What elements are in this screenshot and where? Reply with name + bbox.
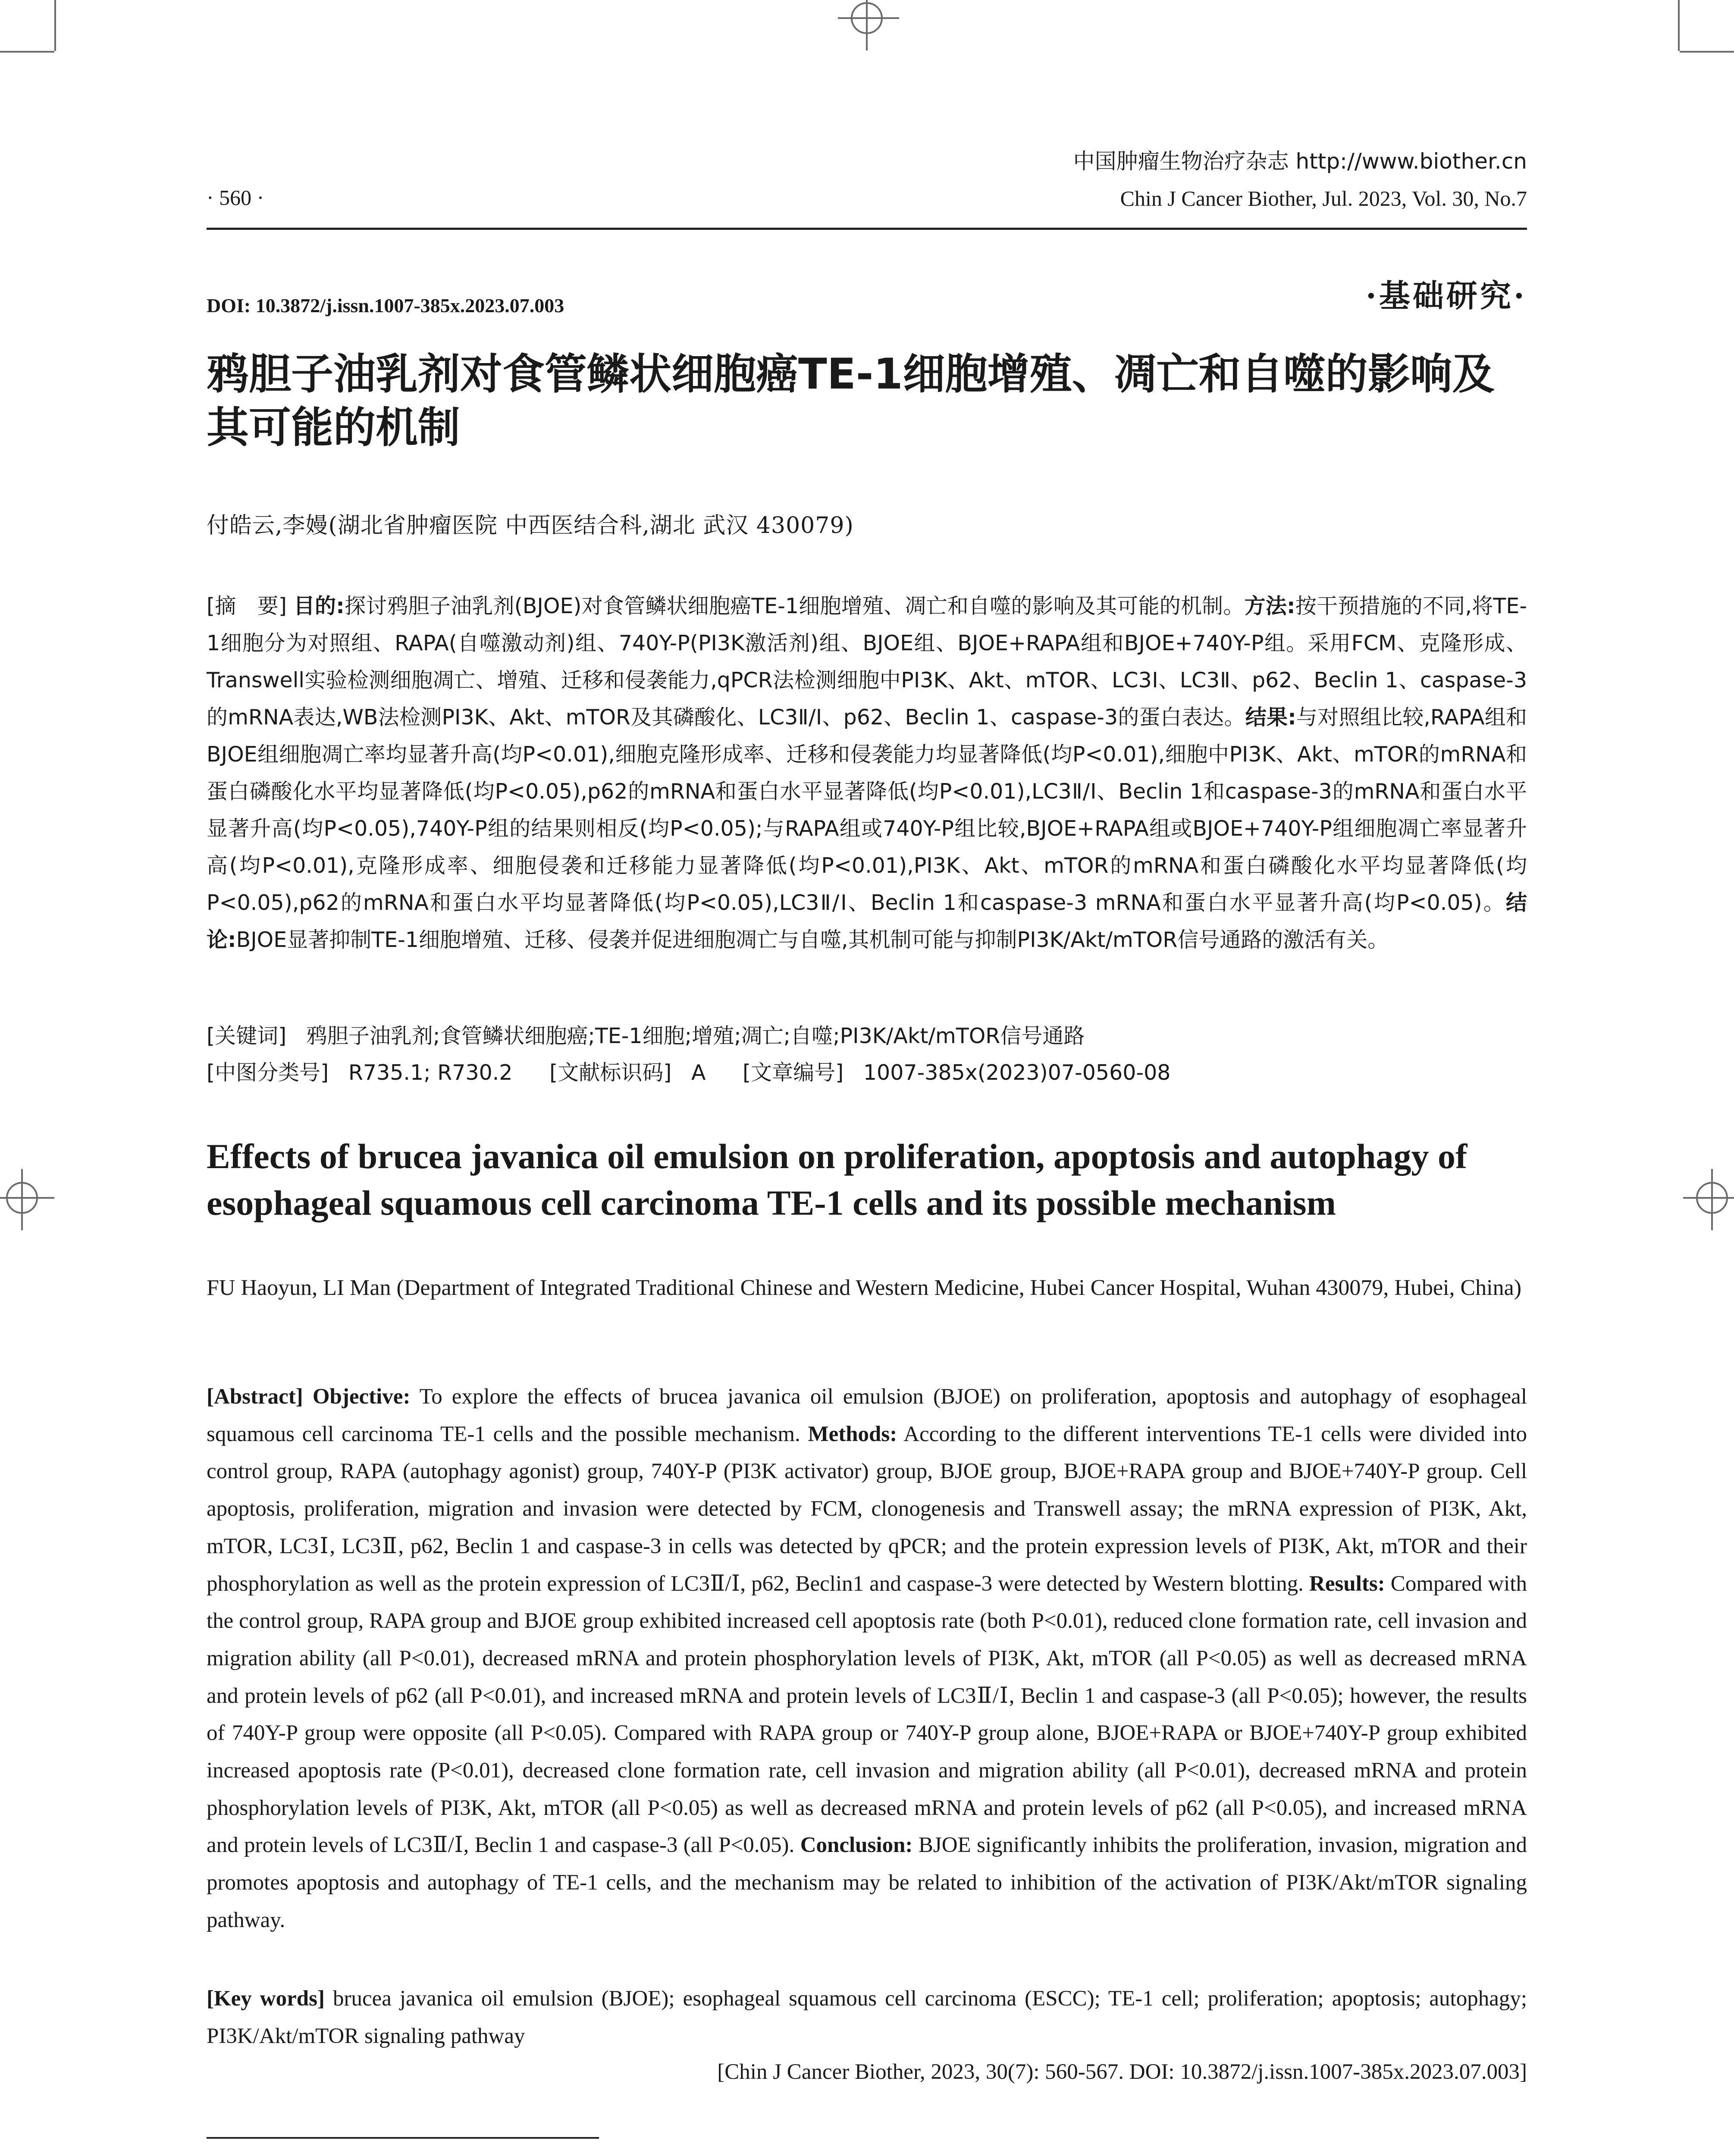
objective-en: To explore the effects of brucea javanica oil emulsion (BJOE) on proliferation, apoptosis and autophagy of esophageal squamous cell carcinoma TE-1 cells and the possible mechanism. [207, 1385, 1527, 1446]
journal-name-en: Chin J Cancer Biother, Jul. 2023, Vol. 30, No.7 [1120, 186, 1527, 210]
registration-mark-icon [1696, 1182, 1728, 1214]
conclusion-en: BJOE significantly inhibits the proliferation, invasion, migration and promotes apoptosis and autophagy of TE-1 cells, and the mechanism may be related to inhibition of the activation of PI3K/Akt/mTOR signaling pathway. [207, 1833, 1527, 1932]
doi: DOI: 10.3872/j.issn.1007-385x.2023.07.003 [207, 295, 564, 317]
article-no-value: 1007-385x(2023)07-0560-08 [863, 1060, 1171, 1085]
conclusion-label-cn: 结论: [207, 890, 1527, 952]
footnote-funding [207, 2154, 1279, 2156]
conclusion-cn: BJOE显著抑制TE-1细胞增殖、迁移、侵袭并促进细胞凋亡与自噬,其机制可能与抑制PI3K/Akt/mTOR信号通路的激活有关。 [236, 928, 1389, 952]
doc-code-value: A [691, 1060, 706, 1085]
footnote-rule [207, 2137, 599, 2139]
doc-code-label: [文献标识码] [549, 1060, 672, 1085]
keywords-en-label: [Key words] [207, 1987, 325, 2011]
results-cn: 与对照组比较,RAPA组和BJOE组细胞凋亡率均显著升高(均P<0.01),细胞克隆形成率、迁移和侵袭能力均显著降低(均P<0.01),细胞中PI3K、Akt、mTOR的mRNA和蛋白磷酸化水平均显著降低(均P<0.05),p62的mRNA和蛋白水平显著降低(均P<0.01),LC3Ⅱ/Ⅰ、Beclin 1和caspase-3的mRNA和蛋白水平显著升高(均P<0.05),740Y-P组的结果则相反(均P<0.05);与RAPA组或740Y-P组比较,BJOE+RAPA组或BJOE+740Y-P组细胞凋亡率显著升高(均P<0.01),克隆形成率、细胞侵袭和迁移能力显著降低(均P<0.01),PI3K、Akt、mTOR的mRNA和蛋白磷酸化水平均显著降低(均P<0.05),p62的mRNA和蛋白水平均显著降低(均P<0.05),LC3Ⅱ/Ⅰ、Beclin 1和caspase-3 mRNA和蛋白水平显著升高(均P<0.05)。 [207, 705, 1527, 915]
footnotes [207, 2154, 1279, 2156]
keywords-cn-text: 鸦胆子油乳剂;食管鳞状细胞癌;TE-1细胞;增殖;凋亡;自噬;PI3K/Akt/mTOR信号通路 [306, 1024, 1085, 1048]
methods-label-cn: 方法: [1244, 594, 1295, 618]
results-label-cn: 结果: [1245, 705, 1296, 730]
authors-cn: 付皓云,李嫚(湖北省肿瘤医院 中西医结合科,湖北 武汉 430079) [207, 513, 854, 539]
registration-mark-icon [6, 1182, 38, 1214]
footnote-tag [207, 2154, 336, 2156]
header-rule [207, 228, 1527, 230]
crop-mark [54, 0, 56, 51]
keywords-en-text: brucea javanica oil emulsion (BJOE); esophageal squamous cell carcinoma (ESCC); TE-1 cell; proliferation; apoptosis; autophagy; PI3K/Akt/mTOR signaling pathway [207, 1987, 1527, 2048]
authors-en: FU Haoyun, LI Man (Department of Integrated Traditional Chinese and Western Medicine, Hubei Cancer Hospital, Wuhan 430079, Hubei, China) [207, 1275, 1522, 1300]
objective-cn: 探讨鸦胆子油乳剂(BJOE)对食管鳞状细胞癌TE-1细胞增殖、凋亡和自噬的影响及其可能的机制。 [344, 594, 1245, 618]
abstract-cn [207, 588, 1527, 959]
abstract-cn-label: [摘 要] [207, 594, 287, 618]
clc-label: [中图分类号] [207, 1060, 329, 1085]
results-en: Compared with the control group, RAPA group and BJOE group exhibited increased cell apoptosis rate (both P<0.01), reduced clone formation rate, cell invasion and migration ability (all P<0.01), decreased mRNA and protein phosphorylation levels of PI3K, Akt, mTOR (all P<0.05) as well as decreased mRNA and protein levels of p62 (all P<0.01), and increased mRNA and protein levels of LC3Ⅱ/Ⅰ, Beclin 1 and caspase-3 (all P<0.05); however, the results of 740Y-P group were opposite (all P<0.05). Compared with RAPA group or 740Y-P group alone, BJOE+RAPA or BJOE+740Y-P group exhibited increased apoptosis rate (P<0.01), decreased clone formation rate, cell invasion and migration ability (all P<0.01), decreased mRNA and protein phosphorylation levels of PI3K, Akt, mTOR (all P<0.05) as well as decreased mRNA and protein levels of p62 (all P<0.05), and increased mRNA and protein levels of LC3Ⅱ/Ⅰ, Beclin 1 and caspase-3 (all P<0.05). [207, 1571, 1527, 1858]
title-cn: 鸦胆子油乳剂对食管鳞状细胞癌TE-1细胞增殖、凋亡和自噬的影响及其可能的机制 [207, 350, 1495, 452]
section-label: ·基础研究· [1365, 277, 1527, 314]
abstract-en [207, 1378, 1527, 1939]
results-label-en: Results: [1309, 1571, 1385, 1596]
crop-mark [1680, 51, 1734, 53]
crop-mark [0, 51, 54, 53]
journal-name-cn: 中国肿瘤生物治疗杂志 http://www.biother.cn [1073, 149, 1527, 174]
methods-label-en: Methods: [808, 1422, 897, 1446]
keywords-cn-label: [关键词] [207, 1024, 287, 1048]
title-en: Effects of brucea javanica oil emulsion on proliferation, apoptosis and autophagy of esophageal squamous cell carcinoma TE-1 cells and its possible mechanism [207, 1137, 1467, 1222]
objective-label-cn: 目的: [293, 594, 345, 618]
registration-mark-icon [851, 2, 883, 34]
crop-mark [1678, 0, 1680, 51]
keywords-cn [207, 1018, 1527, 1055]
abstract-en-label: [Abstract] [207, 1385, 303, 1409]
methods-en: According to the different interventions TE-1 cells were divided into control group, RAPA (autophagy agonist) group, 740Y-P (PI3K activator) group, BJOE group, BJOE+RAPA group and BJOE+740Y-P group. Cell apoptosis, proliferation, migration and invasion were detected by FCM, clonogenesis and Transwell assay; the mRNA expression of PI3K, Akt, mTOR, LC3Ⅰ, LC3Ⅱ, p62, Beclin 1 and caspase-3 in cells was detected by qPCR; and the protein expression levels of PI3K, Akt, mTOR and their phosphorylation as well as the protein expression of LC3Ⅱ/Ⅰ, p62, Beclin1 and caspase-3 were detected by Western blotting. [207, 1422, 1527, 1596]
keywords-en [207, 1980, 1527, 2055]
methods-cn: 按干预措施的不同,将TE-1细胞分为对照组、RAPA(自噬激动剂)组、740Y-P(PI3K激活剂)组、BJOE组、BJOE+RAPA组和BJOE+740Y-P组。采用FCM、克隆形成、Transwell实验检测细胞凋亡、增殖、迁移和侵袭能力,qPCR法检测细胞中PI3K、Akt、mTOR、LC3Ⅰ、LC3Ⅱ、p62、Beclin 1、caspase-3的mRNA表达,WB法检测PI3K、Akt、mTOR及其磷酸化、LC3Ⅱ/Ⅰ、p62、Beclin 1、caspase-3的蛋白表达。 [207, 594, 1527, 730]
page-number: · 560 · [207, 185, 264, 210]
classification-cn [207, 1054, 1527, 1091]
conclusion-label-en: Conclusion: [800, 1833, 913, 1858]
citation: [Chin J Cancer Biother, 2023, 30(7): 560-567. DOI: 10.3872/j.issn.1007-385x.2023.07.003] [717, 2060, 1527, 2084]
clc-value: R735.1; R730.2 [348, 1060, 513, 1085]
article-no-label: [文章编号] [743, 1060, 844, 1085]
objective-label-en: Objective: [312, 1385, 411, 1409]
